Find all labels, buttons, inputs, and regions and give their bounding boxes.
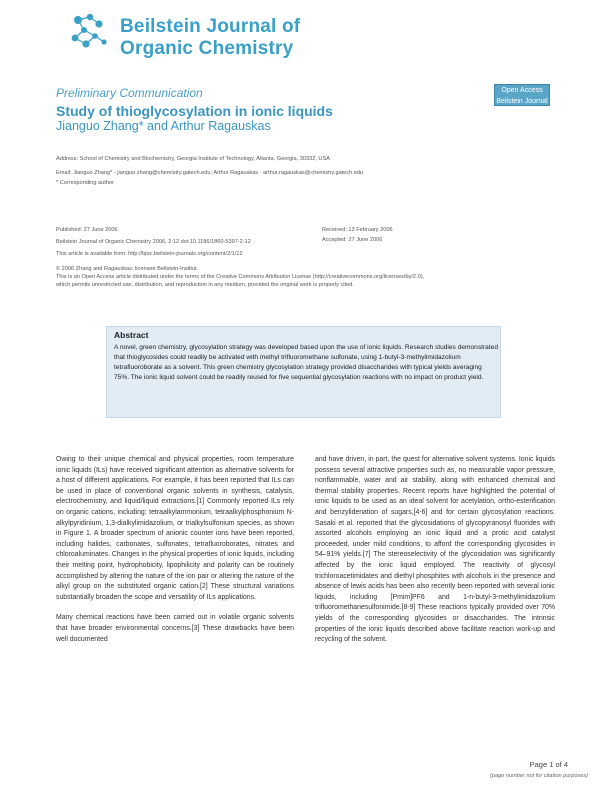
article-url-line[interactable]: This article is available from: http://bjoc.beilstein-journals.org/content/2/1/12 [56,251,243,257]
article-authors: Jianguo Zhang* and Arthur Ragauskas [56,119,271,133]
abstract-text: A novel, green chemistry, glycosylation strategy was developed based upon the use of ionic liquids. Research studies demonstrated that thioglycosides could readily be activated with methyl trifluoromethane sulfonate, using 1-butyl-3-methylimidazolium tetrafluoroborate as a solvent. This green chemistry glycosylation strategy provided disaccharides with typical yields averaging 75%. The ionic liquid solvent could be readily reused for five sequential glycosylation reactions with no impact on product yield. [114,344,498,382]
open-access-badge [494,84,550,106]
open-access-badge-line1: Open Access [501,87,543,94]
author-address: Address: School of Chemistry and Biochemistry, Georgia Institute of Technology, Atlanta, Georgia, 30332, USA [56,156,330,162]
corresponding-author-note: * Corresponding author [56,180,114,186]
page-number-note: (page number not for citation purposes) [490,773,588,779]
body-paragraph: Owing to their unique chemical and physical properties, room temperature ionic liquids (ILs) have received significant attention as alternative solvents for a host of different applications. For example, it has been reported that ILs can be used in place of conventional organic solvents in synthesis, catalysis, electrochemistry, and liquid/liquid extractions.[1] Commonly reported ILs rely on organic cations, including: tetraalkylammonium, tetraalkylphosphonium N-alkylpyridinium, 1,3-dialkylimidazolium, or trialkylsulfonium species, as shown in Figure 1. A broader spectrum of anionic counter ions have been reported, including halides, carbonates, sulfonates, tetrafluoroborates, nitrates and chloroaluminates. Changes in the physical properties of ionic liquids, including their melting point, hydrophobicity, lipophilicity and polarity can be routinely accomplished by altering the nature of the ion pair or altering the nature of the alkyl group on the substituted organic cation.[2] These structural variations substantially broaden the scope and versatility of ILs applications. [56,456,294,601]
journal-name-line1: Beilstein Journal of [120,16,301,37]
copyright-line: © 2006 Zhang and Ragauskas; licensee Beilstein-Institut. [56,266,199,272]
body-paragraph: Many chemical reactions have been carried out in volatile organic solvents that have broader environmental concerns.[3] These drawbacks have been well documented [56,614,294,643]
open-access-badge-line2: Beilstein Journal [496,98,548,105]
journal-logo-icon [68,12,114,54]
article-title: Study of thioglycosylation in ionic liquids [56,103,333,119]
citation-line: Beilstein Journal of Organic Chemistry 2006, 2:12 doi:10.1186/1860-5397-2-12 [56,239,251,245]
author-emails[interactable]: Email: Jianguo Zhang* - jianguo.zhang@chemistry.gatech.edu; Arthur Ragauskas - arthur.ragauskas@chemistry.gatech.edu [56,170,364,176]
body-paragraph: and have driven, in part, the quest for alternative solvent systems. Ionic liquids possess several attractive properties such as, no measurable vapor pressure, nonflammable, water and air stability, along with enhanced chemical and thermal stability properties. Recent reports have highlighted the potential of ionic liquids to be used as an ideal solvent for acetylation, ortho-esterification and benzylidenation of sugars,[4-6] and for certain glycosylation reactions. Sasaki et al. reported that the glycosidations of glycopyranosyl fluorides with assorted alcohols employing an ionic liquid and a protic acid catalyst proceeded, under mild conditions, to afford the corresponding glycosides in 54–91% yields.[7] The stereoselectivity of the glycosidation was significantly affected by the ionic liquid employed. The reactivity of glycosyl trichloroacetimidates and diethyl phosphites with alcohols in the presence and absence of lewis acids has been also recently been reported with several ionic liquids, including [Pmim]PF6 and 1-n-butyl-3-methylimidazolium trifluoromethanesulfonimide.[8-9] These reactions typically provided over 70% yields of the corresponding glycosides or disaccharides. The intrinsic properties of the ionic liquids described above facilitate reaction work-up and recycling of the solvent. [315,456,555,644]
page-number: Page 1 of 4 [529,760,568,769]
body-right-column [315,455,555,646]
accepted-date: Accepted: 27 June 2006 [322,237,383,243]
license-line2: which permits unrestricted use, distribution, and reproduction in any medium, provided the original work is properly cited. [56,282,354,288]
published-date: Published: 27 June 2006 [56,227,118,233]
body-left-column [56,455,294,645]
received-date: Received: 13 February 2006 [322,227,393,233]
article-type: Preliminary Communication [56,86,203,100]
journal-name-line2: Organic Chemistry [120,38,294,59]
abstract-heading: Abstract [114,330,149,340]
license-line1[interactable]: This is an Open Access article distributed under the terms of the Creative Commons Attribution License (http://creativecommons.org/licenses/by/2.0), [56,274,425,280]
